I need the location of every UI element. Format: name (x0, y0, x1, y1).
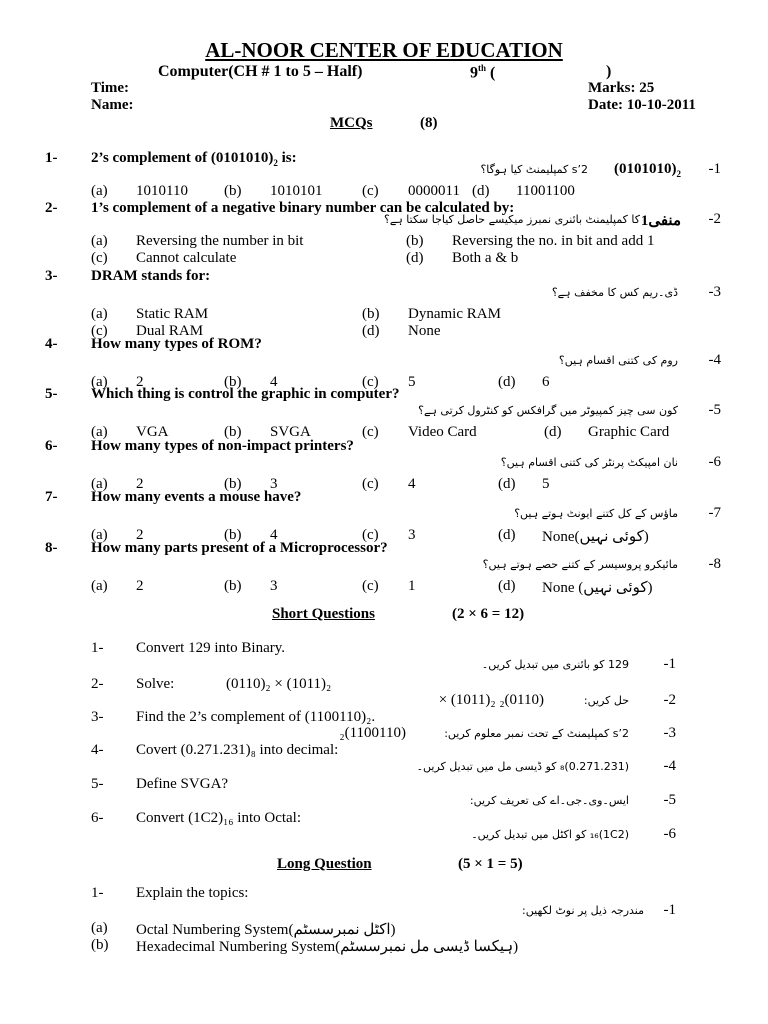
long-item-letter: (a) (91, 920, 108, 936)
mcq-question: How many types of non-impact printers? (91, 438, 354, 454)
long-item-text: Octal Numbering System(اکٹل نمبرسسٹم) (136, 922, 396, 938)
mcq-urdu-text: ماؤس کے کل کتنے ایونٹ ہوتے ہیں؟ (514, 507, 678, 520)
short-marks: (2 × 6 = 12) (452, 606, 525, 622)
mcq-urdu-text: 2’s کمپلیمنٹ کیا ہوگا؟ (480, 163, 588, 176)
mcq-option-letter: (a) (91, 527, 108, 543)
short-number: 1- (91, 640, 104, 656)
mcq-option-letter: (d) (498, 476, 516, 492)
mcq-option-text: Dual RAM (136, 323, 204, 339)
mcq-option-text: 1010101 (270, 183, 323, 199)
mcq-option-text: 3 (270, 476, 278, 492)
short-question: Find the 2’s complement of (1100110)₂. (136, 709, 376, 725)
mcq-option-letter: (a) (91, 183, 108, 199)
mcq-question: Which thing is control the graphic in computer? (91, 386, 400, 402)
mcq-option-letter: (b) (224, 183, 242, 199)
mcq-option-text: None (408, 323, 441, 339)
mcq-option-letter: (a) (91, 233, 108, 249)
mcq-urdu-number: -7 (708, 505, 721, 521)
mcq-option-letter: (b) (224, 578, 242, 594)
long-number: 1- (91, 885, 104, 901)
mcq-option-letter: (c) (362, 424, 379, 440)
mcq-option-letter: (c) (362, 183, 379, 199)
short-urdu-expression: ₂(1100110) (339, 725, 406, 741)
long-item-letter: (b) (91, 937, 109, 953)
short-number: 4- (91, 742, 104, 758)
mcq-option-text: 11001100 (516, 183, 575, 199)
long-heading: Long Question (277, 856, 372, 872)
short-number: 2- (91, 676, 104, 692)
mcq-option-letter: (b) (406, 233, 424, 249)
mcq-option-text: Both a & b (452, 250, 519, 266)
mcq-option-letter: (b) (224, 476, 242, 492)
mcq-option-letter: (b) (362, 306, 380, 322)
short-question: Convert (1C2)₁₆ into Octal: (136, 810, 302, 826)
mcq-number: 6- (45, 438, 58, 454)
short-expression: (0110)₂ × (1011)₂ (226, 676, 332, 692)
mcq-urdu-number: -3 (708, 284, 721, 300)
mcq-option-text: 4 (270, 527, 278, 543)
name-label: Name: (91, 97, 134, 113)
mcq-option-text: 4 (408, 476, 416, 492)
mcq-urdu-text: مائیکرو پروسیسر کے کتنے حصے ہوتے ہیں؟ (482, 558, 678, 571)
mcq-option-text: 0000011 (408, 183, 460, 199)
mcq-number: 5- (45, 386, 58, 402)
mcq-question: DRAM stands for: (91, 268, 211, 284)
mcq-option-letter: (a) (91, 374, 108, 390)
mcq-urdu-number: -4 (708, 352, 721, 368)
mcq-option-text: None (کوئی نہیں) (542, 580, 653, 596)
mcq-urdu-value: $(0101010)_2$ (614, 161, 681, 179)
mcq-option-letter: (c) (91, 323, 108, 339)
mcq-option-letter: (c) (362, 374, 379, 390)
short-urdu-number: -4 (663, 758, 676, 774)
mcq-number: 1- (45, 150, 58, 166)
mcq-heading: MCQs (330, 115, 373, 131)
short-urdu-text: ایس۔وی۔جی۔اے کی تعریف کریں: (469, 794, 629, 807)
mcq-option-letter: (d) (498, 527, 516, 543)
short-urdu-number: -1 (663, 656, 676, 672)
marks-label: Marks: 25 (588, 80, 655, 96)
short-question: Covert (0.271.231)₈ into decimal: (136, 742, 339, 758)
class-paren-close: ) (606, 63, 612, 80)
mcq-option-text: 2 (136, 374, 144, 390)
mcq-number: 7- (45, 489, 58, 505)
mcq-urdu-bold: منفی1 (640, 213, 681, 229)
long-urdu-number: -1 (663, 902, 676, 918)
short-urdu-text: (1C2)₁₆ کو اکٹل میں تبدیل کریں۔ (471, 828, 629, 841)
time-label: Time: (91, 80, 130, 96)
mcq-number: 2- (45, 200, 58, 216)
short-urdu-number: -5 (663, 792, 676, 808)
mcq-option-letter: (a) (91, 306, 108, 322)
mcq-option-text: Graphic Card (588, 424, 670, 440)
short-urdu-text: (0.271.231)₈ کو ڈیسی مل میں تبدیل کریں۔ (416, 760, 629, 773)
short-urdu-label: حل کریں: (583, 694, 629, 707)
short-heading: Short Questions (272, 606, 375, 622)
mcq-option-letter: (c) (362, 527, 379, 543)
mcq-option-text: 3 (408, 527, 416, 543)
mcq-option-text: 4 (270, 374, 278, 390)
mcq-number: 8- (45, 540, 58, 556)
mcq-option-text: Reversing the number in bit (136, 233, 304, 249)
mcq-option-text: 2 (136, 578, 144, 594)
short-urdu-number: -2 (663, 692, 676, 708)
short-urdu-number: -3 (663, 725, 676, 741)
mcq-urdu-text: روم کی کتنی اقسام ہیں؟ (558, 354, 678, 367)
mcq-question: 1’s complement of a negative binary number can be calculated by: (91, 200, 515, 216)
mcq-option-text: 2 (136, 527, 144, 543)
mcq-urdu-text: کون سی چیز کمپیوٹر میں گرافکس کو کنٹرول کرتی ہے؟ (418, 404, 678, 417)
subject-line: Computer(CH # 1 to 5 – Half) (158, 63, 363, 80)
mcq-option-text: 5 (542, 476, 550, 492)
short-question: Convert 129 into Binary. (136, 640, 286, 656)
short-label: Solve: (136, 676, 175, 692)
mcq-option-text: 1010110 (136, 183, 188, 199)
mcq-option-text: 1 (408, 578, 416, 594)
mcq-urdu-number: -5 (708, 402, 721, 418)
mcq-urdu-number: -1 (708, 161, 721, 177)
mcq-option-letter: (c) (362, 476, 379, 492)
mcq-option-letter: (a) (91, 476, 108, 492)
mcq-option-letter: (d) (498, 578, 516, 594)
mcq-question: 2’s complement of $(0101010)_2$ is: (91, 150, 297, 168)
mcq-option-text: 6 (542, 374, 550, 390)
short-number: 3- (91, 709, 104, 725)
date-label: Date: 10-10-2011 (588, 97, 696, 113)
short-urdu-text: 2’s کمپلیمنٹ کے تحت نمبر معلوم کریں: (444, 727, 629, 740)
short-urdu-text: 129 کو بائنری میں تبدیل کریں۔ (481, 658, 629, 671)
mcq-option-text: 3 (270, 578, 278, 594)
mcq-option-text: 5 (408, 374, 416, 390)
short-number: 6- (91, 810, 104, 826)
mcq-number: 3- (45, 268, 58, 284)
mcq-option-text: VGA (136, 424, 169, 440)
mcq-option-text: Dynamic RAM (408, 306, 501, 322)
long-urdu: مندرجہ ذیل پر نوٹ لکھیں: (522, 904, 644, 917)
mcq-option-text: Video Card (408, 424, 477, 440)
mcq-option-letter: (d) (472, 183, 490, 199)
mcq-urdu-number: -2 (708, 211, 721, 227)
short-question: Define SVGA? (136, 776, 229, 792)
mcq-option-letter: (b) (224, 374, 242, 390)
mcq-option-text: 2 (136, 476, 144, 492)
long-item-text: Hexadecimal Numbering System(ہیکسا ڈیسی مل نمبرسسٹم) (136, 939, 519, 955)
mcq-option-letter: (c) (91, 250, 108, 266)
mcq-option-letter: (d) (406, 250, 424, 266)
class-label: 9th ( (470, 63, 496, 82)
long-question: Explain the topics: (136, 885, 249, 901)
mcq-option-text: Static RAM (136, 306, 209, 322)
mcq-option-letter: (a) (91, 578, 108, 594)
short-urdu-number: -6 (663, 826, 676, 842)
mcq-question: How many parts present of a Microprocessor? (91, 540, 388, 556)
long-marks: (5 × 1 = 5) (458, 856, 523, 872)
mcq-marks: (8) (420, 115, 438, 131)
mcq-number: 4- (45, 336, 58, 352)
school-title: AL-NOOR CENTER OF EDUCATION (205, 38, 563, 62)
mcq-option-letter: (d) (544, 424, 562, 440)
mcq-option-letter: (b) (224, 527, 242, 543)
mcq-urdu-number: -6 (708, 454, 721, 470)
short-urdu-expression: × (1011)₂ ₂(0110) (438, 692, 544, 708)
mcq-option-letter: (a) (91, 424, 108, 440)
mcq-urdu-text: کا کمپلیمنٹ بائنری نمبرز میکیسے حاصل کیاجا سکتا ہے؟ (384, 213, 640, 226)
mcq-urdu-number: -8 (708, 556, 721, 572)
mcq-option-letter: (b) (224, 424, 242, 440)
mcq-question: How many types of ROM? (91, 336, 262, 352)
mcq-option-text: Reversing the no. in bit and add 1 (452, 233, 655, 249)
mcq-urdu-text: نان امپیکٹ پرنٹر کی کتنی اقسام ہیں؟ (500, 456, 678, 469)
short-number: 5- (91, 776, 104, 792)
mcq-option-letter: (d) (362, 323, 380, 339)
mcq-option-text: None(کوئی نہیں) (542, 529, 649, 545)
mcq-option-letter: (c) (362, 578, 379, 594)
mcq-option-text: Cannot calculate (136, 250, 237, 266)
mcq-option-text: SVGA (270, 424, 311, 440)
mcq-urdu-text: ڈی۔ریم کس کا مخفف ہے؟ (551, 286, 678, 299)
mcq-option-letter: (d) (498, 374, 516, 390)
mcq-question: How many events a mouse have? (91, 489, 302, 505)
